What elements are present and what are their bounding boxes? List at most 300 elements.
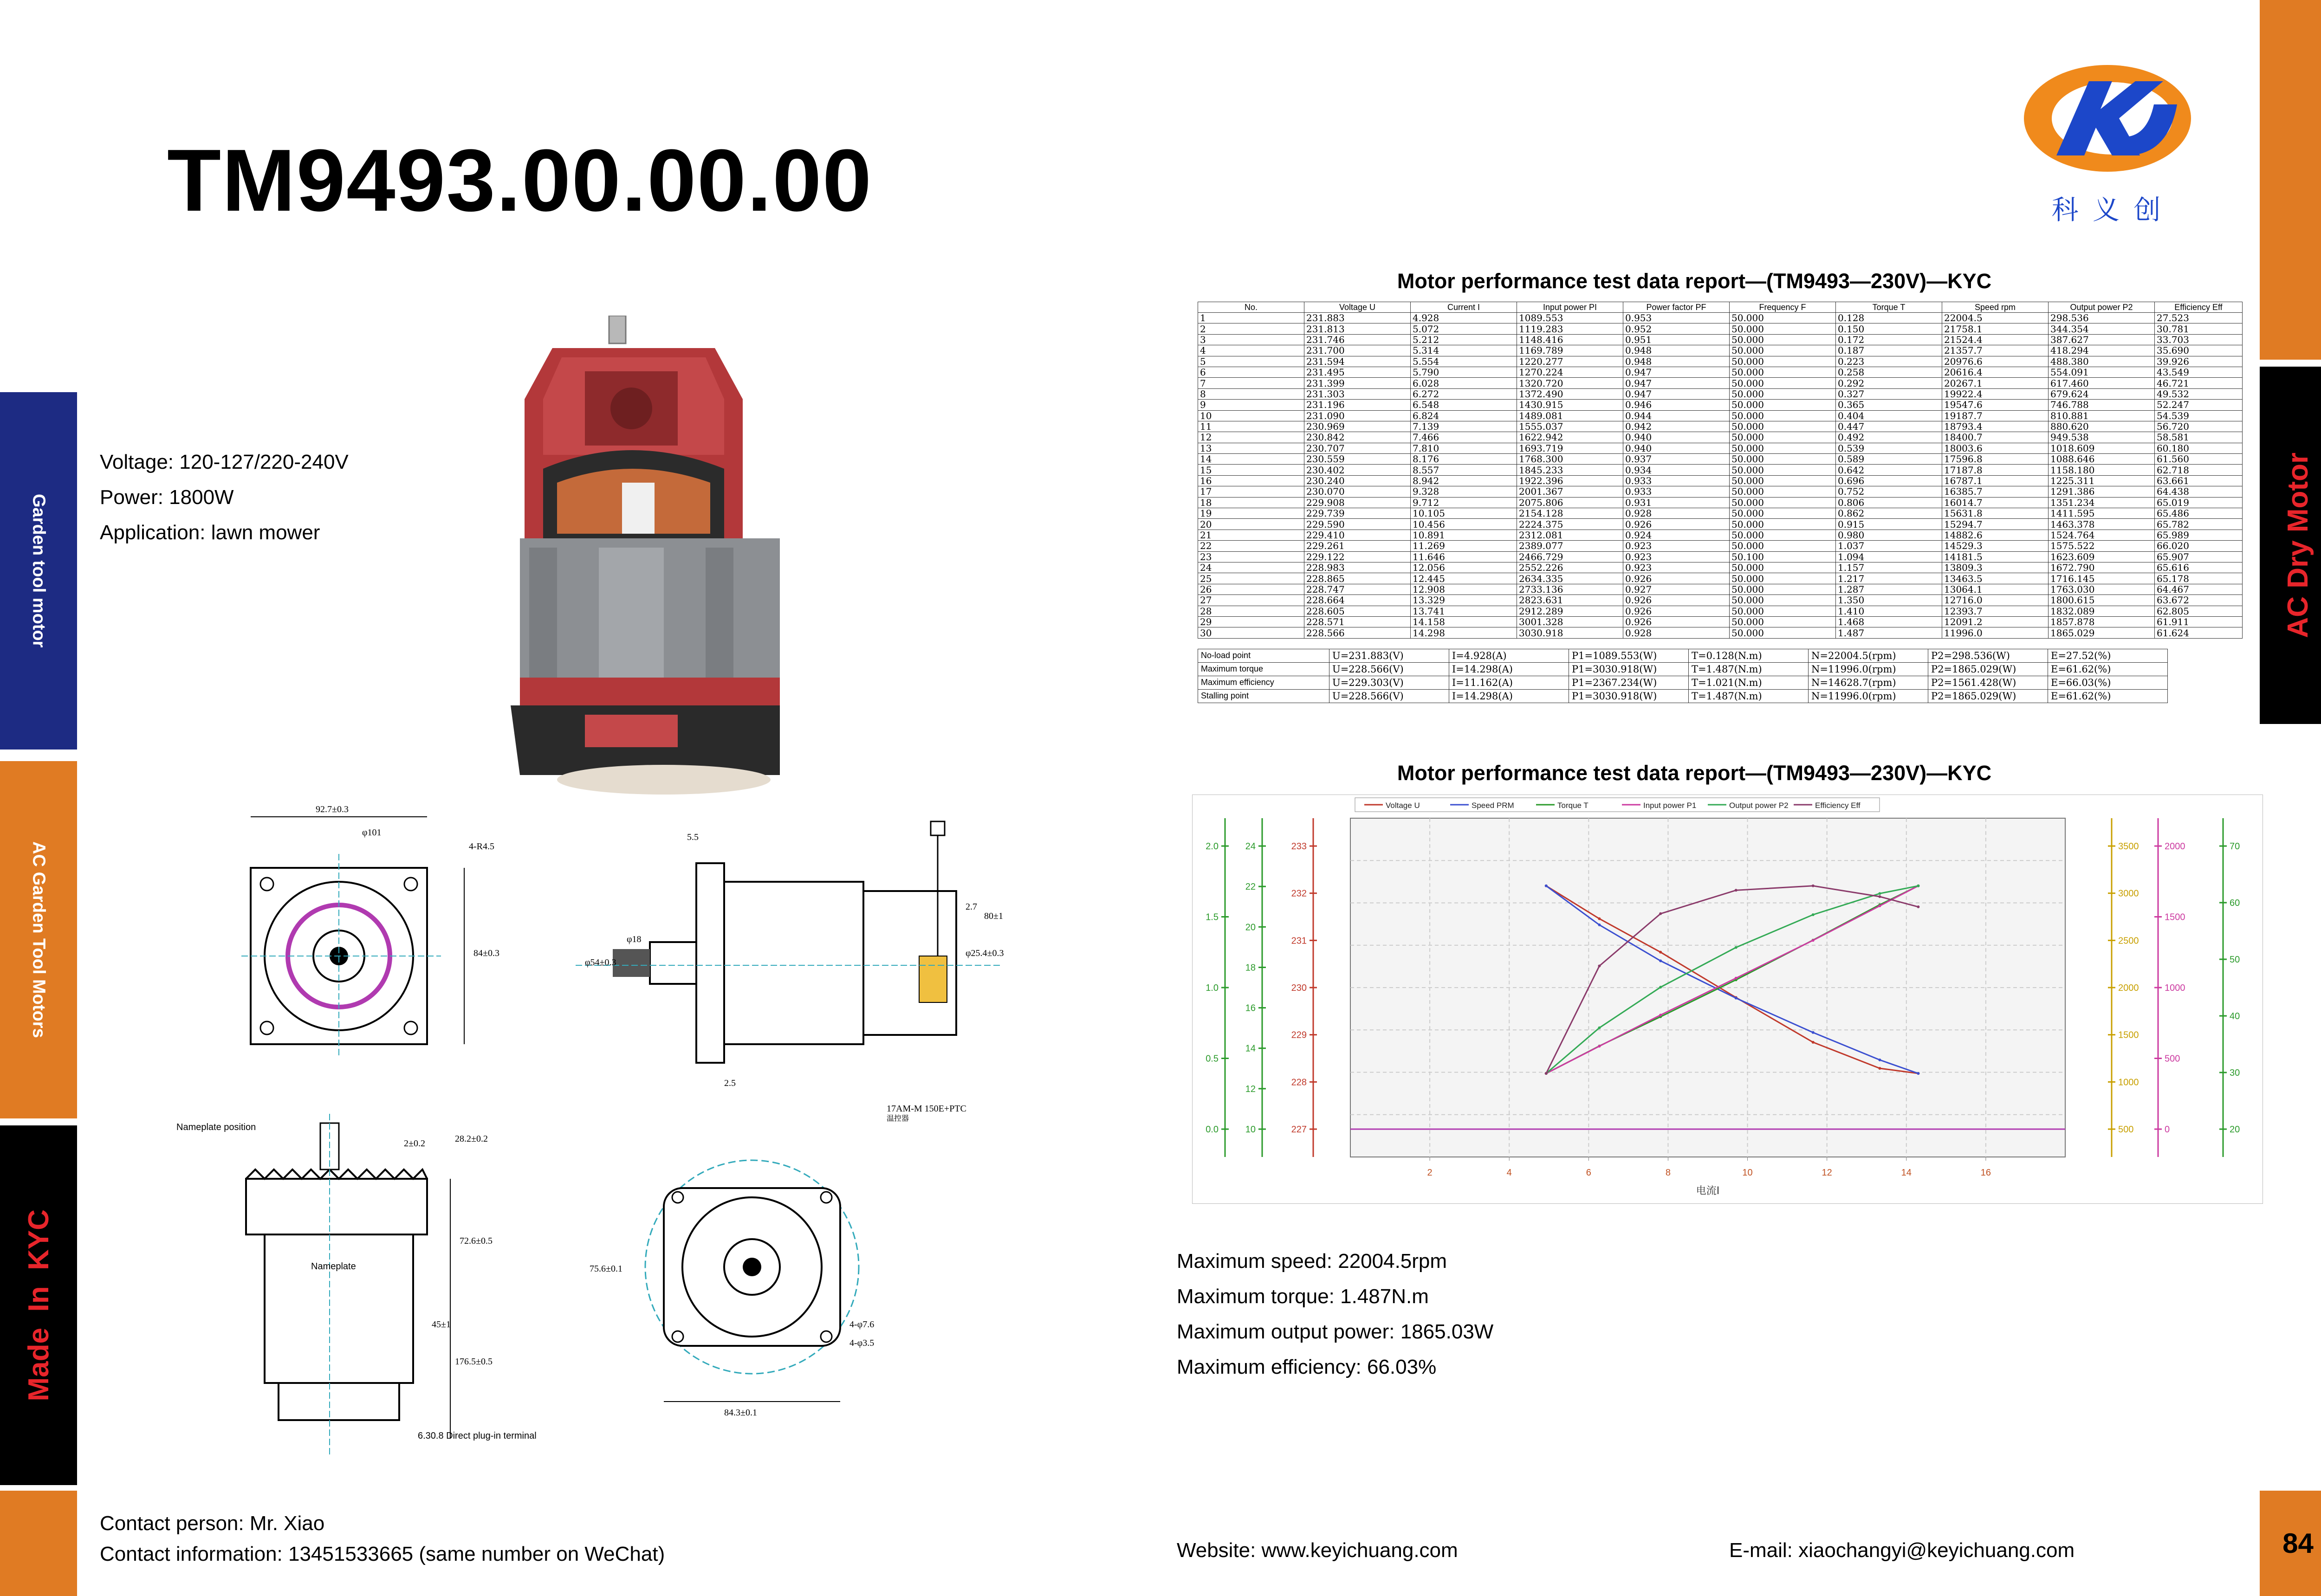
table-cell: 1270.224 xyxy=(1517,367,1623,377)
max-torque: Maximum torque: 1.487N.m xyxy=(1177,1285,1429,1308)
table-row xyxy=(1198,323,2243,334)
table-row xyxy=(1198,443,2243,453)
table-cell: 65.019 xyxy=(2155,497,2243,508)
table-cell: 11996.0 xyxy=(1942,627,2049,638)
table-cell: 50.000 xyxy=(1730,573,1836,584)
axis-tick-label: 228 xyxy=(1291,1077,1307,1088)
series-point xyxy=(1878,1067,1881,1070)
table-cell: 7.810 xyxy=(1411,443,1517,453)
table-cell: 26 xyxy=(1198,584,1304,594)
series-point xyxy=(1545,885,1548,887)
table-cell: 0.806 xyxy=(1836,497,1942,508)
performance-table xyxy=(1198,302,2243,639)
x-tick-label: 6 xyxy=(1586,1168,1591,1178)
table-cell: 13.329 xyxy=(1411,595,1517,606)
summary-value-cell: T=1.021(N.m) xyxy=(1689,676,1809,689)
axis-tick-label: 229 xyxy=(1291,1030,1307,1040)
series-point xyxy=(1735,997,1738,1000)
axis-tick-label: 1500 xyxy=(2118,1030,2139,1040)
dim-width: 92.7±0.3 xyxy=(316,804,349,814)
table-cell: 0.187 xyxy=(1836,345,1942,356)
table-cell: 50.000 xyxy=(1730,616,1836,627)
side-tab-bottom-orange xyxy=(0,1491,77,1596)
max-efficiency: Maximum efficiency: 66.03% xyxy=(1177,1356,1437,1378)
table-row xyxy=(1198,410,2243,421)
table-cell: 50.000 xyxy=(1730,541,1836,551)
table-cell: 1.217 xyxy=(1836,573,1942,584)
summary-value-cell: N=11996.0(rpm) xyxy=(1809,689,1928,703)
table-cell: 62.718 xyxy=(2155,465,2243,475)
max-output-power: Maximum output power: 1865.03W xyxy=(1177,1320,1494,1343)
table-cell: 12716.0 xyxy=(1942,595,2049,606)
table-cell: 1.487 xyxy=(1836,627,1942,638)
table-cell: 229.908 xyxy=(1304,497,1411,508)
series-point xyxy=(1812,1031,1815,1034)
summary-row xyxy=(1198,676,2168,689)
series-point xyxy=(1659,959,1662,962)
table-cell: 50.000 xyxy=(1730,486,1836,497)
dim-step: 2.5 xyxy=(724,1078,736,1088)
table-cell: 12.056 xyxy=(1411,562,1517,573)
table-cell: 6.824 xyxy=(1411,410,1517,421)
x-tick-label: 10 xyxy=(1742,1168,1753,1178)
dim-height: 84±0.3 xyxy=(473,948,499,958)
spec-list xyxy=(100,445,349,550)
table-cell: 12.445 xyxy=(1411,573,1517,584)
axis-tick-label: 232 xyxy=(1291,888,1307,899)
side-tab-made-in-kyc[interactable] xyxy=(0,1125,77,1485)
table-cell: 5.314 xyxy=(1411,345,1517,356)
dim-base: 84.3±0.1 xyxy=(724,1408,757,1418)
axis-tick-label: 12 xyxy=(1245,1084,1256,1094)
table-row xyxy=(1198,541,2243,551)
table-cell: 230.842 xyxy=(1304,432,1411,443)
axis-tick-label: 1000 xyxy=(2118,1077,2139,1088)
axis-tick-label: 230 xyxy=(1291,983,1307,993)
table-cell: 11.269 xyxy=(1411,541,1517,551)
table-cell: 63.661 xyxy=(2155,475,2243,486)
table-cell: 0.947 xyxy=(1623,378,1730,388)
spec-voltage: Voltage: 120-127/220-240V xyxy=(100,451,349,473)
dim-lower: 45±1 xyxy=(432,1319,451,1330)
table-cell: 5.072 xyxy=(1411,323,1517,334)
table-cell: 50.000 xyxy=(1730,367,1836,377)
table-cell: 50.000 xyxy=(1730,400,1836,410)
side-tab-garden-tool-motor[interactable] xyxy=(0,392,77,750)
table-cell: 1672.790 xyxy=(2049,562,2155,573)
table-cell: 3030.918 xyxy=(1517,627,1623,638)
table-cell: 14 xyxy=(1198,454,1304,465)
table-cell: 13809.3 xyxy=(1942,562,2049,573)
table-cell: 21758.1 xyxy=(1942,323,2049,334)
table-cell: 2466.729 xyxy=(1517,551,1623,562)
table-cell: 2224.375 xyxy=(1517,519,1623,530)
table-cell: 0.980 xyxy=(1836,530,1942,540)
table-cell: 0.934 xyxy=(1623,465,1730,475)
axis-tick-label: 70 xyxy=(2230,841,2240,852)
table-cell: 1169.789 xyxy=(1517,345,1623,356)
axis-tick-label: 20 xyxy=(1245,922,1256,933)
spec-application: Application: lawn mower xyxy=(100,521,320,544)
email-link[interactable]: E-mail: xiaochangyi@keyichuang.com xyxy=(1729,1539,2075,1562)
table-cell: 17596.8 xyxy=(1942,454,2049,465)
logo-mark-icon xyxy=(2019,49,2196,188)
summary-value-cell: P2=1865.029(W) xyxy=(1928,662,2048,676)
table-cell: 39.926 xyxy=(2155,356,2243,367)
table-cell: 19547.6 xyxy=(1942,400,2049,410)
table-cell: 0.327 xyxy=(1836,388,1942,399)
axis-tick-label: 500 xyxy=(2118,1124,2134,1135)
table-cell: 0.752 xyxy=(1836,486,1942,497)
table-cell: 6.548 xyxy=(1411,400,1517,410)
table-cell: 14.158 xyxy=(1411,616,1517,627)
table-cell: 14882.6 xyxy=(1942,530,2049,540)
axis-tick-label: 2.0 xyxy=(1206,841,1219,852)
table-row xyxy=(1198,475,2243,486)
table-cell: 16385.7 xyxy=(1942,486,2049,497)
website-link[interactable]: Website: www.keyichuang.com xyxy=(1177,1539,1458,1562)
table-cell: 0.926 xyxy=(1623,519,1730,530)
table-cell: 2154.128 xyxy=(1517,508,1623,519)
series-point xyxy=(1917,1072,1919,1075)
table-cell: 10.891 xyxy=(1411,530,1517,540)
table-cell: 65.486 xyxy=(2155,508,2243,519)
fuse-note: 17AM-M 150E+PTC xyxy=(887,1104,966,1114)
table-cell: 5.790 xyxy=(1411,367,1517,377)
table-cell: 2733.136 xyxy=(1517,584,1623,594)
table-header-cell: No. xyxy=(1198,302,1304,313)
summary-label-cell: Stalling point xyxy=(1198,689,1329,703)
table-cell: 746.788 xyxy=(2049,400,2155,410)
table-row xyxy=(1198,486,2243,497)
table-cell: 17 xyxy=(1198,486,1304,497)
table-cell: 9.712 xyxy=(1411,497,1517,508)
performance-chart xyxy=(1192,795,2263,1204)
series-point xyxy=(1598,918,1601,920)
table-cell: 5 xyxy=(1198,356,1304,367)
series-point xyxy=(1659,986,1662,989)
series-point xyxy=(1659,912,1662,915)
table-cell: 230.240 xyxy=(1304,475,1411,486)
side-tab-ac-dry-motor[interactable] xyxy=(2260,367,2321,724)
summary-value-cell: I=14.298(A) xyxy=(1449,689,1569,703)
series-point xyxy=(1735,889,1738,892)
table-header-cell: Efficiency Eff xyxy=(2155,302,2243,313)
table-cell: 0.931 xyxy=(1623,497,1730,508)
summary-value-cell: I=14.298(A) xyxy=(1449,662,1569,676)
x-tick-label: 12 xyxy=(1822,1168,1832,1178)
table-cell: 28 xyxy=(1198,606,1304,616)
axis-tick-label: 2000 xyxy=(2118,983,2139,993)
legend-label: Efficiency Eff xyxy=(1815,801,1861,810)
table-row xyxy=(1198,388,2243,399)
table-cell: 2001.367 xyxy=(1517,486,1623,497)
dim-holes: 4-φ7.6 xyxy=(849,1319,875,1330)
table-cell: 0.952 xyxy=(1623,323,1730,334)
table-cell: 0.926 xyxy=(1623,606,1730,616)
table-cell: 231.303 xyxy=(1304,388,1411,399)
legend-label: Torque T xyxy=(1557,801,1588,810)
table-cell: 0.933 xyxy=(1623,475,1730,486)
table-cell: 65.616 xyxy=(2155,562,2243,573)
table-cell: 1555.037 xyxy=(1517,421,1623,432)
table-cell: 231.196 xyxy=(1304,400,1411,410)
table-cell: 949.538 xyxy=(2049,432,2155,443)
table-cell: 231.090 xyxy=(1304,410,1411,421)
table-cell: 50.000 xyxy=(1730,356,1836,367)
table-cell: 50.000 xyxy=(1730,562,1836,573)
table-cell: 1158.180 xyxy=(2049,465,2155,475)
table-cell: 0.150 xyxy=(1836,323,1942,334)
table-cell: 0.947 xyxy=(1623,367,1730,377)
table-row xyxy=(1198,508,2243,519)
table-cell: 0.365 xyxy=(1836,400,1942,410)
side-tab-ac-garden-tool-motors[interactable] xyxy=(0,761,77,1118)
table-cell: 1.037 xyxy=(1836,541,1942,551)
table-cell: 617.460 xyxy=(2049,378,2155,388)
table-cell: 65.782 xyxy=(2155,519,2243,530)
table-cell: 60.180 xyxy=(2155,443,2243,453)
summary-value-cell: N=11996.0(rpm) xyxy=(1809,662,1928,676)
table-header-cell: Power factor PF xyxy=(1623,302,1730,313)
dim-bore: φ101 xyxy=(362,827,382,838)
table-cell: 1225.311 xyxy=(2049,475,2155,486)
table-row xyxy=(1198,584,2243,594)
page-title: TM9493.00.00.00 xyxy=(167,131,873,230)
summary-value-cell: I=11.162(A) xyxy=(1449,676,1569,689)
dim-length: 80±1 xyxy=(984,911,1003,921)
table-cell: 50.000 xyxy=(1730,530,1836,540)
table-cell: 6 xyxy=(1198,367,1304,377)
table-cell: 230.969 xyxy=(1304,421,1411,432)
table-cell: 8.176 xyxy=(1411,454,1517,465)
table-cell: 61.560 xyxy=(2155,454,2243,465)
series-point xyxy=(1812,885,1815,887)
table-cell: 66.020 xyxy=(2155,541,2243,551)
table-cell: 231.746 xyxy=(1304,334,1411,345)
contact-info: Contact information: 13451533665 (same number on WeChat) xyxy=(100,1543,665,1565)
table-cell: 52.247 xyxy=(2155,400,2243,410)
summary-value-cell: N=14628.7(rpm) xyxy=(1809,676,1928,689)
table-row xyxy=(1198,573,2243,584)
table-cell: 0.923 xyxy=(1623,541,1730,551)
table-cell: 20267.1 xyxy=(1942,378,2049,388)
table-cell: 50.000 xyxy=(1730,334,1836,345)
table-cell: 1693.719 xyxy=(1517,443,1623,453)
table-cell: 11.646 xyxy=(1411,551,1517,562)
table-cell: 0.172 xyxy=(1836,334,1942,345)
table-cell: 1148.416 xyxy=(1517,334,1623,345)
table-row xyxy=(1198,551,2243,562)
table-cell: 1716.145 xyxy=(2049,573,2155,584)
table-cell: 554.091 xyxy=(2049,367,2155,377)
table-cell: 3001.328 xyxy=(1517,616,1623,627)
series-point xyxy=(1598,1027,1601,1029)
table-cell: 1768.300 xyxy=(1517,454,1623,465)
table-header-cell: Input power PI xyxy=(1517,302,1623,313)
series-point xyxy=(1878,905,1881,907)
summary-value-cell: E=61.62(%) xyxy=(2048,662,2168,676)
summary-row xyxy=(1198,689,2168,703)
table-cell: 1372.490 xyxy=(1517,388,1623,399)
table-row xyxy=(1198,356,2243,367)
table-cell: 2389.077 xyxy=(1517,541,1623,551)
table-cell: 20976.6 xyxy=(1942,356,2049,367)
table-cell: 1623.609 xyxy=(2049,551,2155,562)
table-cell: 15631.8 xyxy=(1942,508,2049,519)
table-cell: 0.951 xyxy=(1623,334,1730,345)
performance-table-wrap xyxy=(1198,302,2243,703)
summary-value-cell: T=1.487(N.m) xyxy=(1689,689,1809,703)
axis-tick-label: 1.0 xyxy=(1206,983,1219,993)
table-cell: 1220.277 xyxy=(1517,356,1623,367)
table-row xyxy=(1198,345,2243,356)
table-cell: 0.948 xyxy=(1623,356,1730,367)
table-cell: 50.000 xyxy=(1730,345,1836,356)
table-cell: 1800.615 xyxy=(2049,595,2155,606)
table-cell: 1922.396 xyxy=(1517,475,1623,486)
table-row xyxy=(1198,367,2243,377)
table-cell: 18003.6 xyxy=(1942,443,2049,453)
table-header-cell: Speed rpm xyxy=(1942,302,2049,313)
x-tick-label: 2 xyxy=(1427,1168,1433,1178)
page-number: 84 xyxy=(2282,1528,2314,1559)
table-cell: 64.467 xyxy=(2155,584,2243,594)
table-cell: 10.105 xyxy=(1411,508,1517,519)
contact-person: Contact person: Mr. Xiao xyxy=(100,1512,325,1535)
table-cell: 50.000 xyxy=(1730,584,1836,594)
table-cell: 2823.631 xyxy=(1517,595,1623,606)
table-cell: 231.813 xyxy=(1304,323,1411,334)
table-cell: 1.157 xyxy=(1836,562,1942,573)
table-cell: 50.100 xyxy=(1730,551,1836,562)
x-tick-label: 14 xyxy=(1901,1168,1912,1178)
table-cell: 20616.4 xyxy=(1942,367,2049,377)
table-cell: 5.212 xyxy=(1411,334,1517,345)
table-cell: 15294.7 xyxy=(1942,519,2049,530)
table-cell: 230.559 xyxy=(1304,454,1411,465)
summary-value-cell: N=22004.5(rpm) xyxy=(1809,649,1928,662)
table-cell: 24 xyxy=(1198,562,1304,573)
table-cell: 22 xyxy=(1198,541,1304,551)
fuse-sub-note: 温控器 xyxy=(887,1115,909,1123)
table-cell: 9 xyxy=(1198,400,1304,410)
table-row xyxy=(1198,432,2243,443)
table-row xyxy=(1198,627,2243,638)
table-row xyxy=(1198,497,2243,508)
table-cell: 12091.2 xyxy=(1942,616,2049,627)
table-cell: 12.908 xyxy=(1411,584,1517,594)
table-cell: 10.456 xyxy=(1411,519,1517,530)
series-point xyxy=(1812,939,1815,942)
table-cell: 1411.595 xyxy=(2049,508,2155,519)
chart-svg xyxy=(1193,795,2263,1203)
table-cell: 65.907 xyxy=(2155,551,2243,562)
table-cell: 229.590 xyxy=(1304,519,1411,530)
table-cell: 1845.233 xyxy=(1517,465,1623,475)
table-cell: 8 xyxy=(1198,388,1304,399)
table-cell: 1857.878 xyxy=(2049,616,2155,627)
table-cell: 13463.5 xyxy=(1942,573,2049,584)
summary-value-cell: U=228.566(V) xyxy=(1329,689,1449,703)
dim-diameter: φ54±0.3 xyxy=(585,957,616,968)
table-cell: 7.466 xyxy=(1411,432,1517,443)
series-point xyxy=(1878,895,1881,898)
summary-label-cell: Maximum torque xyxy=(1198,662,1329,676)
table-cell: 33.703 xyxy=(2155,334,2243,345)
table-cell: 50.000 xyxy=(1730,378,1836,388)
table-cell: 0.258 xyxy=(1836,367,1942,377)
table-cell: 50.000 xyxy=(1730,443,1836,453)
summary-value-cell: P2=298.536(W) xyxy=(1928,649,2048,662)
axis-tick-label: 30 xyxy=(2230,1068,2240,1078)
table-cell: 0.447 xyxy=(1836,421,1942,432)
table-cell: 230.402 xyxy=(1304,465,1411,475)
table-cell: 61.911 xyxy=(2155,616,2243,627)
table-cell: 14181.5 xyxy=(1942,551,2049,562)
table-cell: 0.589 xyxy=(1836,454,1942,465)
table-cell: 14529.3 xyxy=(1942,541,2049,551)
table-cell: 230.070 xyxy=(1304,486,1411,497)
side-tab-label: Made In KYC xyxy=(22,1209,55,1402)
table-cell: 2075.806 xyxy=(1517,497,1623,508)
dim-flange: 75.6±0.1 xyxy=(590,1264,622,1274)
nameplate-note: Nameplate xyxy=(311,1261,356,1272)
table-cell: 50.000 xyxy=(1730,323,1836,334)
axis-tick-label: 24 xyxy=(1245,841,1256,852)
table-cell: 0.944 xyxy=(1623,410,1730,421)
table-cell: 0.940 xyxy=(1623,443,1730,453)
table-cell: 50.000 xyxy=(1730,432,1836,443)
table-cell: 50.000 xyxy=(1730,388,1836,399)
table-cell: 1430.915 xyxy=(1517,400,1623,410)
table-cell: 0.948 xyxy=(1623,345,1730,356)
table-cell: 1088.646 xyxy=(2049,454,2155,465)
table-cell: 880.620 xyxy=(2049,421,2155,432)
table-cell: 21 xyxy=(1198,530,1304,540)
spec-power: Power: 1800W xyxy=(100,486,234,509)
dim-shaft: φ25.4±0.3 xyxy=(966,948,1004,958)
table-cell: 56.720 xyxy=(2155,421,2243,432)
summary-value-cell: P2=1561.428(W) xyxy=(1928,676,2048,689)
table-cell: 12393.7 xyxy=(1942,606,2049,616)
table-cell: 25 xyxy=(1198,573,1304,584)
terminal-note: 6.30.8 Direct plug-in terminal xyxy=(418,1431,537,1441)
table-cell: 0.933 xyxy=(1623,486,1730,497)
axis-tick-label: 50 xyxy=(2230,955,2240,965)
table-cell: 230.707 xyxy=(1304,443,1411,453)
table-row xyxy=(1198,465,2243,475)
dim-top: 2±0.2 xyxy=(404,1138,425,1149)
x-tick-label: 16 xyxy=(1980,1168,1991,1178)
axis-tick-label: 2000 xyxy=(2165,841,2185,852)
table-cell: 65.989 xyxy=(2155,530,2243,540)
summary-value-cell: P1=3030.918(W) xyxy=(1569,662,1689,676)
table-cell: 0.940 xyxy=(1623,432,1730,443)
table-cell: 228.865 xyxy=(1304,573,1411,584)
table-cell: 231.883 xyxy=(1304,313,1411,323)
table-cell: 30.781 xyxy=(2155,323,2243,334)
table-cell: 6.028 xyxy=(1411,378,1517,388)
table-cell: 21357.7 xyxy=(1942,345,2049,356)
table-cell: 50.000 xyxy=(1730,313,1836,323)
table-cell: 14.298 xyxy=(1411,627,1517,638)
series-point xyxy=(1878,1059,1881,1061)
table-cell: 65.178 xyxy=(2155,573,2243,584)
table-cell: 0.292 xyxy=(1836,378,1942,388)
legend-label: Input power P1 xyxy=(1643,801,1697,810)
legend-label: Voltage U xyxy=(1386,801,1420,810)
